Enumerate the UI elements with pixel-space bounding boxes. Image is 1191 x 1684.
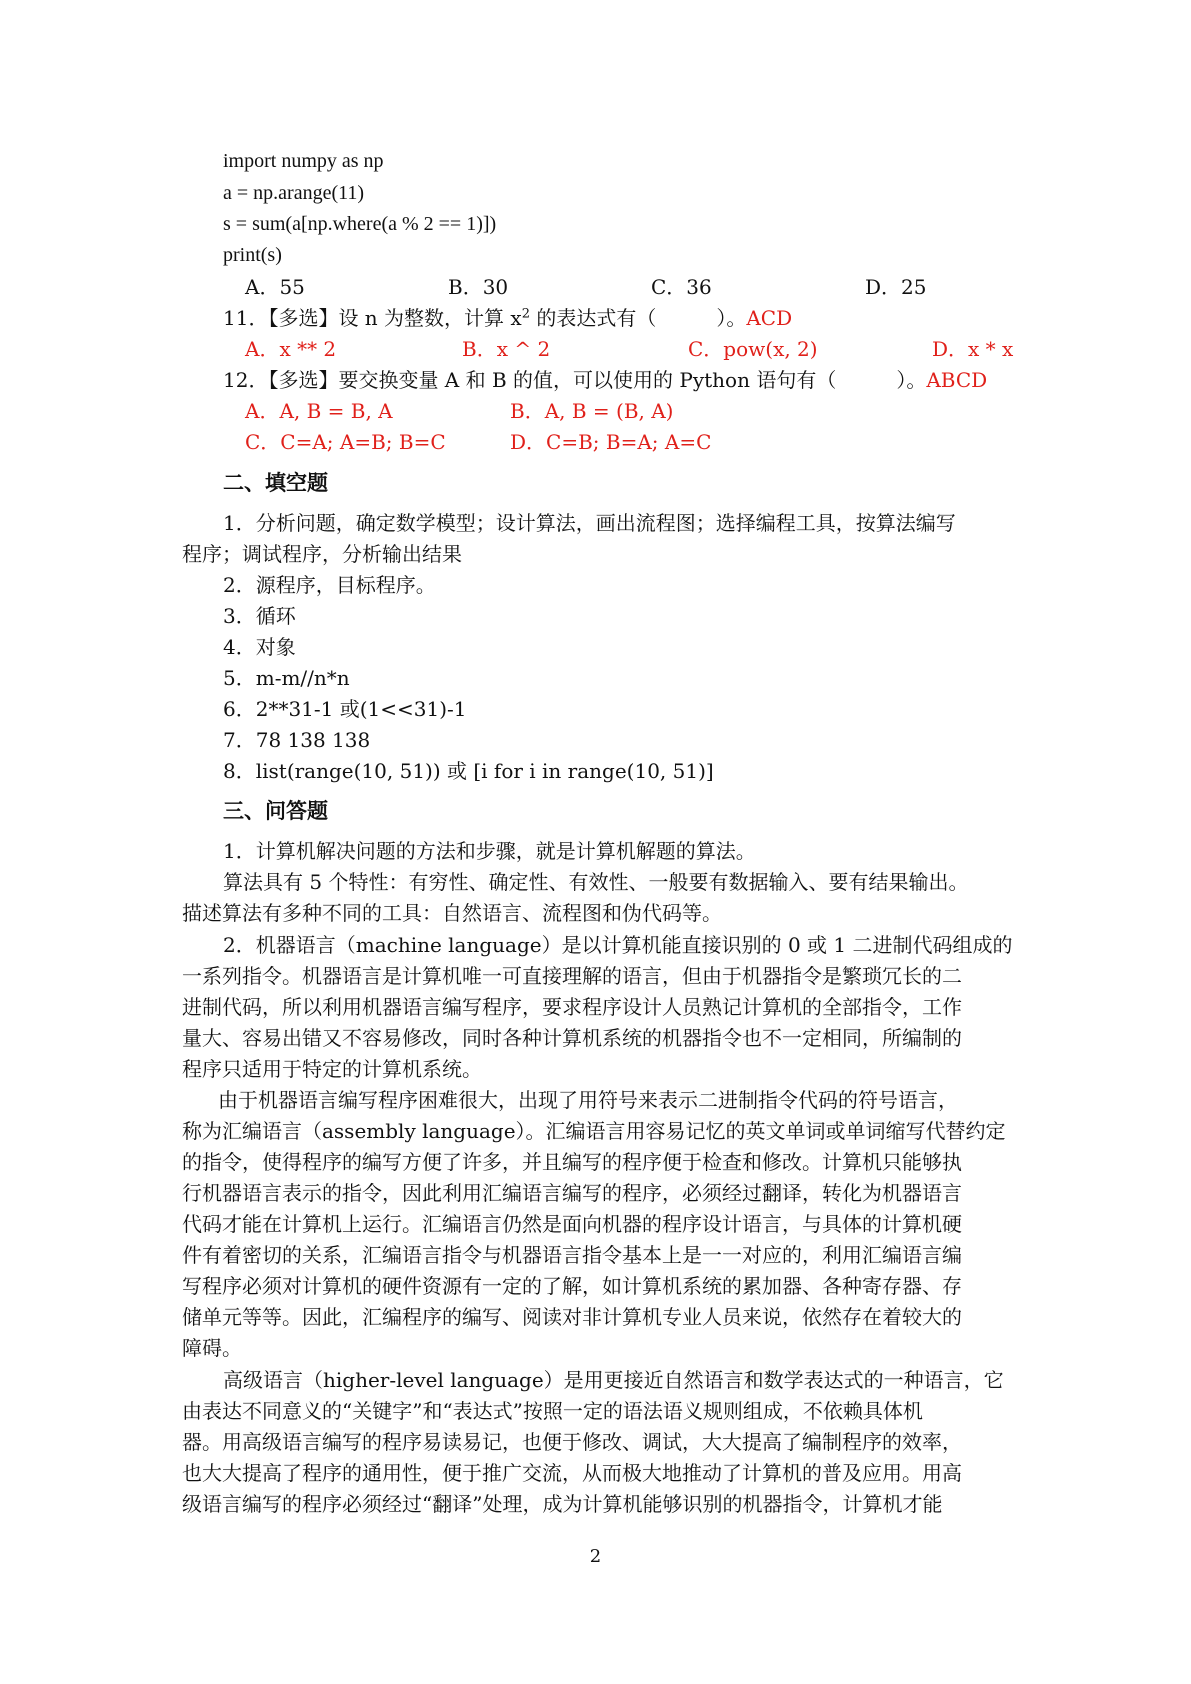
q10-option-c: C．36 — [651, 275, 712, 299]
answer-line: 程序只适用于特定的计算机系统。 — [182, 1057, 482, 1081]
code-line: s = sum(a[np.where(a % 2 == 1)]) — [223, 213, 497, 235]
q11-option-d: D．x * x — [932, 337, 1014, 361]
q11-answer: ACD — [746, 306, 793, 330]
answer-line: 由于机器语言编写程序困难很大，出现了用符号来表示二进制指令代码的符号语言， — [218, 1088, 958, 1112]
q12-option-d: D．C=B; B=A; A=C — [510, 430, 712, 454]
answer-line: 算法具有 5 个特性：有穷性、确定性、有效性、一般要有数据输入、要有结果输出。 — [223, 870, 969, 894]
q10-option-b: B．30 — [448, 275, 509, 299]
q12-option-b: B．A, B = (B, A) — [510, 399, 674, 423]
question-11 — [223, 305, 792, 331]
answer-line: 也大大提高了程序的通用性，便于推广交流，从而极大地推动了计算机的普及应用。用高 — [182, 1461, 962, 1485]
fill-item: 5．m-m//n*n — [223, 666, 350, 690]
section-heading: 二、填空题 — [223, 470, 328, 495]
answer-line: 2．机器语言（machine language）是以计算机能直接识别的 0 或 1 二进制代码组成的 — [223, 933, 1013, 957]
q12-option-c: C．C=A; A=B; B=C — [245, 430, 446, 454]
answer-line: 描述算法有多种不同的工具：自然语言、流程图和伪代码等。 — [182, 901, 722, 925]
fill-item: 6．2**31-1 或(1<<31)-1 — [223, 697, 467, 721]
fill-item: 2．源程序，目标程序。 — [223, 573, 436, 597]
fill-item: 7．78 138 138 — [223, 728, 371, 752]
answer-line: 一系列指令。机器语言是计算机唯一可直接理解的语言，但由于机器指令是繁琐冗长的二 — [182, 964, 962, 988]
answer-line: 行机器语言表示的指令，因此利用汇编语言编写的程序，必须经过翻译，转化为机器语言 — [182, 1181, 962, 1205]
q11-option-c: C．pow(x, 2) — [688, 337, 818, 361]
answer-line: 器。用高级语言编写的程序易读易记，也便于修改、调试，大大提高了编制程序的效率， — [182, 1430, 962, 1454]
q11-suffix: 的表达式有（ ）。 — [529, 306, 747, 330]
code-line: a = np.arange(11) — [223, 182, 365, 204]
fill-item: 3．循环 — [223, 604, 296, 628]
answer-line: 障碍。 — [182, 1336, 242, 1360]
fill-item: 8．list(range(10, 51)) 或 [i for i in range(10, 51)] — [223, 759, 714, 783]
fill-item: 1．分析问题，确定数学模型；设计算法，画出流程图；选择编程工具，按算法编写 — [223, 511, 956, 535]
answer-line: 代码才能在计算机上运行。汇编语言仍然是面向机器的程序设计语言，与具体的计算机硬 — [182, 1212, 962, 1236]
q11-prefix: 11．【多选】设 n 为整数，计算 x — [223, 306, 522, 330]
answer-line: 储单元等等。因此，汇编程序的编写、阅读对非计算机专业人员来说，依然存在着较大的 — [182, 1305, 962, 1329]
answer-line: 量大、容易出错又不容易修改，同时各种计算机系统的机器指令也不一定相同，所编制的 — [182, 1026, 962, 1050]
q12-answer: ABCD — [926, 368, 988, 392]
section-heading: 三、问答题 — [223, 798, 328, 823]
q12-option-a: A．A, B = B, A — [245, 399, 393, 423]
fill-item: 4．对象 — [223, 635, 296, 659]
answer-line: 称为汇编语言（assembly language）。汇编语言用容易记忆的英文单词或单词缩写代替约定 — [182, 1119, 1006, 1143]
answer-line: 件有着密切的关系，汇编语言指令与机器语言指令基本上是一一对应的，利用汇编语言编 — [182, 1243, 962, 1267]
code-line: import numpy as np — [223, 150, 384, 172]
q10-option-a: A．55 — [245, 275, 305, 299]
q11-superscript: 2 — [521, 306, 530, 322]
answer-line: 级语言编写的程序必须经过“翻译”处理，成为计算机能够识别的机器指令，计算机才能 — [182, 1492, 943, 1516]
q11-option-a: A．x ** 2 — [245, 337, 337, 361]
page-number: 2 — [589, 1546, 602, 1567]
q11-option-b: B．x ^ 2 — [462, 337, 551, 361]
q10-option-d: D．25 — [865, 275, 927, 299]
code-line: print(s) — [223, 244, 282, 266]
answer-line: 写程序必须对计算机的硬件资源有一定的了解，如计算机系统的累加器、各种寄存器、存 — [182, 1274, 962, 1298]
question-12 — [223, 367, 987, 393]
answer-line: 的指令，使得程序的编写方便了许多，并且编写的程序便于检查和修改。计算机只能够执 — [182, 1150, 962, 1174]
answer-line: 1．计算机解决问题的方法和步骤，就是计算机解题的算法。 — [223, 839, 756, 863]
fill-item-continued: 程序；调试程序，分析输出结果 — [182, 542, 462, 566]
answer-line: 高级语言（higher-level language）是用更接近自然语言和数学表达式的一种语言，它 — [223, 1368, 1004, 1392]
q12-text: 12．【多选】要交换变量 A 和 B 的值，可以使用的 Python 语句有（ ）。 — [223, 368, 927, 392]
answer-line: 进制代码，所以利用机器语言编写程序，要求程序设计人员熟记计算机的全部指令，工作 — [182, 995, 962, 1019]
answer-line: 由表达不同意义的“关键字”和“表达式”按照一定的语法语义规则组成，不依赖具体机 — [182, 1399, 923, 1423]
